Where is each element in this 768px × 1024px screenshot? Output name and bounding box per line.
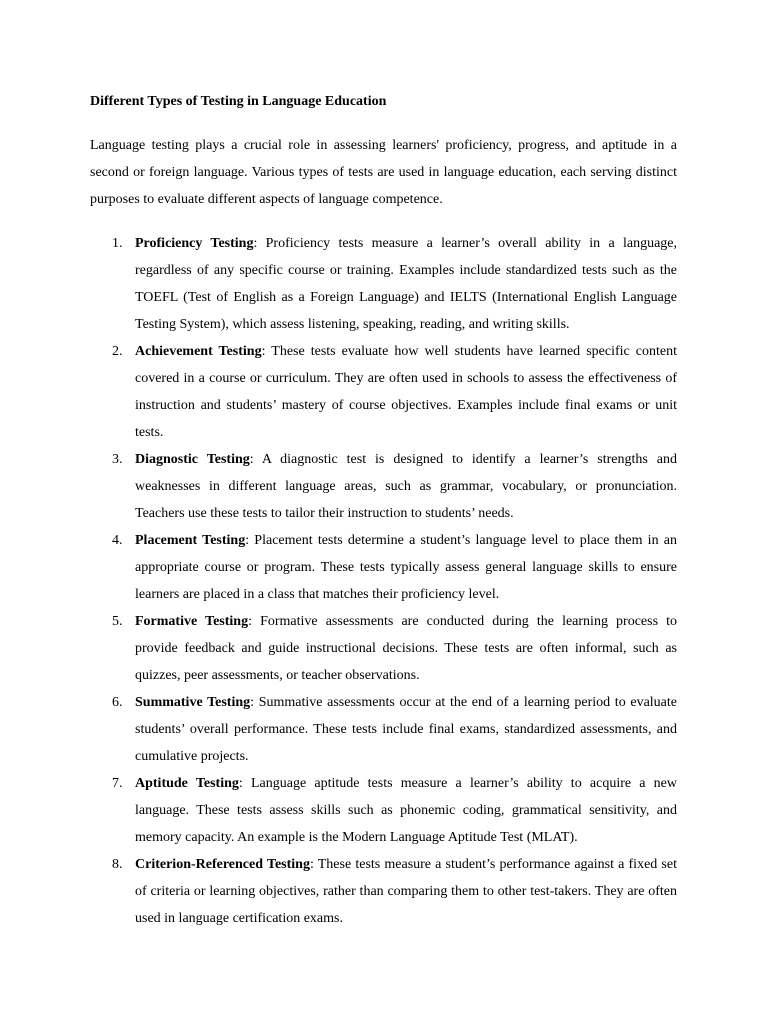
list-item-number: 3. <box>112 452 123 467</box>
list-item-description: : Placement tests determine a student’s language level to place them in an appropriate course or program. These tests typically assess general language skills to ensure learners are placed in a class that matches their proficiency level. <box>135 533 677 602</box>
list-item <box>90 527 677 608</box>
list-item-number: 4. <box>112 533 123 548</box>
list-item-number: 8. <box>112 857 123 872</box>
list-item <box>90 230 677 338</box>
list-item-description: : Summative assessments occur at the end of a learning period to evaluate students’ overall performance. These tests include final exams, standardized assessments, and cumulative projects. <box>135 695 678 764</box>
testing-types-list <box>90 230 677 932</box>
list-item-term: Formative Testing <box>135 614 249 629</box>
list-item-description: : These tests evaluate how well students have learned specific content covered in a course or curriculum. They are often used in schools to assess the effectiveness of instruction and students’ mastery of course objectives. Examples include final exams or unit tests. <box>135 344 677 440</box>
list-item <box>90 770 677 851</box>
list-item-description: : Proficiency tests measure a learner’s overall ability in a language, regardless of any specific course or training. Examples include standardized tests such as the TOEFL (Test of English as a Foreign Language) and IELTS (International English Language Testing System), which assess listening, speaking, reading, and writing skills. <box>135 236 677 332</box>
list-item <box>90 446 677 527</box>
document-title: Different Types of Testing in Language Education <box>90 94 387 109</box>
list-item-term: Proficiency Testing <box>135 236 254 251</box>
document-body <box>90 88 677 932</box>
list-item-number: 2. <box>112 344 123 359</box>
list-item <box>90 338 677 446</box>
intro-paragraph: Language testing plays a crucial role in assessing learners' proficiency, progress, and aptitude in a second or foreign language. Various types of tests are used in language education, each serving distinct purposes to evaluate different aspects of language competence. <box>90 138 677 207</box>
list-item <box>90 689 677 770</box>
list-item-number: 6. <box>112 695 123 710</box>
list-item <box>90 851 677 932</box>
list-item <box>90 608 677 689</box>
list-item-term: Summative Testing <box>135 695 251 710</box>
list-item-number: 7. <box>112 776 123 791</box>
list-item-number: 1. <box>112 236 123 251</box>
list-item-description: : Formative assessments are conducted during the learning process to provide feedback and guide instructional decisions. These tests are often informal, such as quizzes, peer assessments, or teacher observations. <box>135 614 677 683</box>
list-item-term: Achievement Testing <box>135 344 262 359</box>
list-item-term: Aptitude Testing <box>135 776 239 791</box>
list-item-term: Diagnostic Testing <box>135 452 250 467</box>
list-item-number: 5. <box>112 614 123 629</box>
list-item-term: Criterion-Referenced Testing <box>135 857 310 872</box>
list-item-description: : Language aptitude tests measure a learner’s ability to acquire a new language. These tests assess skills such as phonemic coding, grammatical sensitivity, and memory capacity. An example is the Modern Language Aptitude Test (MLAT). <box>135 776 677 845</box>
list-item-description: : These tests measure a student’s performance against a fixed set of criteria or learning objectives, rather than comparing them to other test-takers. They are often used in language certification exams. <box>135 857 677 926</box>
list-item-term: Placement Testing <box>135 533 246 548</box>
list-item-description: : A diagnostic test is designed to identify a learner’s strengths and weaknesses in different language areas, such as grammar, vocabulary, or pronunciation. Teachers use these tests to tailor their instruction to students’ needs. <box>135 452 677 521</box>
